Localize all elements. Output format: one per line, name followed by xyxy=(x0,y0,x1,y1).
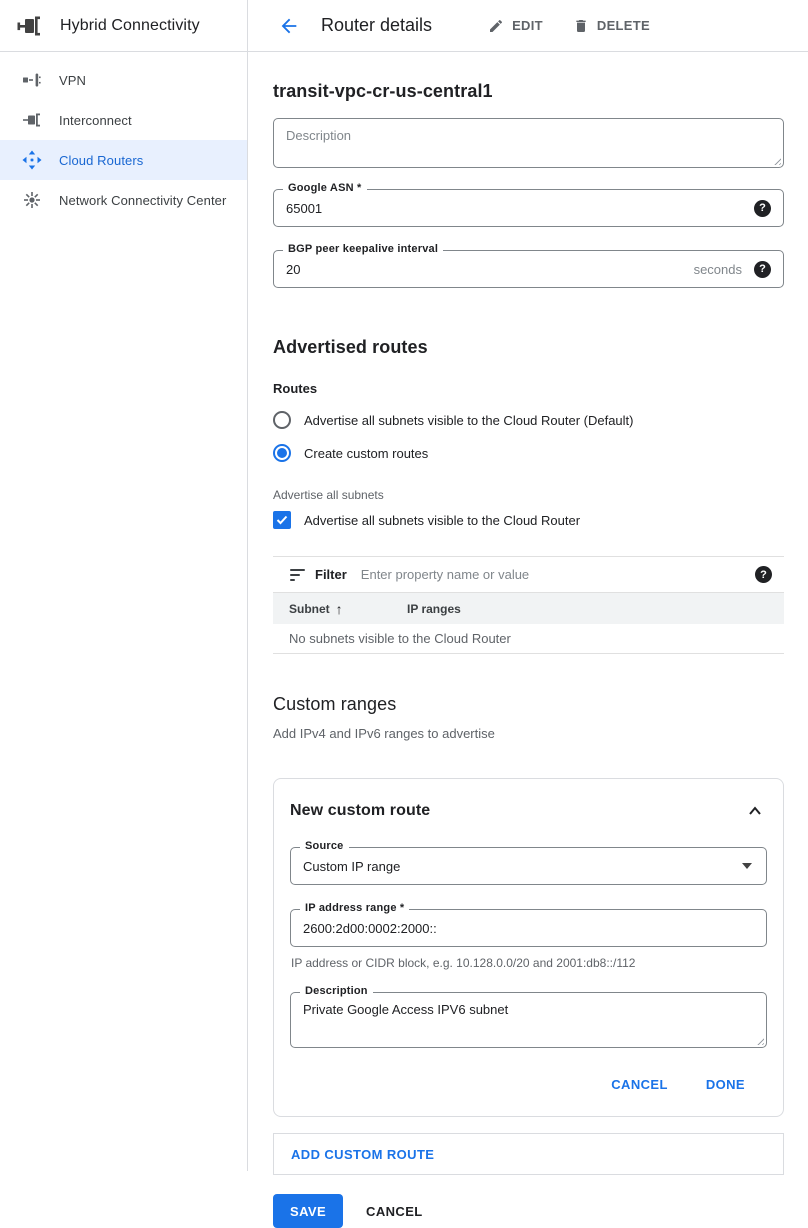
collapse-button[interactable] xyxy=(743,799,767,823)
back-button[interactable] xyxy=(277,14,301,38)
main-area xyxy=(248,0,808,1219)
routes-label: Routes xyxy=(273,381,318,396)
sidebar-item-label: VPN xyxy=(59,72,87,88)
sidebar-item-network-connectivity-center[interactable] xyxy=(0,180,247,220)
radio-create-custom-routes[interactable] xyxy=(273,444,784,462)
checkbox-advertise-all-subnets[interactable] xyxy=(273,511,784,529)
subnet-column-label: Subnet xyxy=(289,601,330,616)
radio-unchecked-icon xyxy=(273,411,291,429)
sidebar-item-label: Cloud Routers xyxy=(59,152,144,168)
column-header-ip-ranges[interactable]: IP ranges xyxy=(407,601,461,616)
router-details-content xyxy=(248,52,808,1228)
sidebar xyxy=(0,0,248,1171)
help-icon[interactable]: ? xyxy=(755,566,772,583)
subnet-table xyxy=(273,556,784,654)
ip-range-helper-text: IP address or CIDR block, e.g. 10.128.0.0/20 and 2001:db8::/112 xyxy=(291,956,636,970)
sidebar-header xyxy=(0,0,247,52)
delete-trash-icon xyxy=(573,18,589,34)
topbar-actions xyxy=(488,18,650,34)
network-connectivity-center-icon xyxy=(22,190,42,210)
delete-button-label: DELETE xyxy=(596,18,650,33)
help-icon[interactable]: ? xyxy=(754,261,771,278)
interconnect-icon xyxy=(22,110,42,130)
google-asn-input[interactable] xyxy=(286,201,754,216)
radio-advertise-all-subnets-default[interactable] xyxy=(273,411,784,429)
column-header-subnet[interactable] xyxy=(289,601,407,617)
sidebar-item-label: Network Connectivity Center xyxy=(59,192,227,208)
edit-button[interactable] xyxy=(488,18,543,34)
advertise-all-subnets-label: Advertise all subnets xyxy=(273,488,384,502)
route-description-label: Description xyxy=(300,985,373,997)
seconds-suffix: seconds xyxy=(693,261,742,277)
source-label: Source xyxy=(300,840,349,852)
sidebar-nav xyxy=(0,52,247,220)
add-custom-route-label: ADD CUSTOM ROUTE xyxy=(291,1146,435,1162)
help-icon[interactable]: ? xyxy=(754,200,771,217)
footer-actions xyxy=(273,1194,784,1228)
chevron-up-icon xyxy=(748,805,762,817)
sort-ascending-icon: ↑ xyxy=(335,600,343,617)
new-custom-route-card xyxy=(273,778,784,1117)
router-description-field xyxy=(273,118,784,168)
custom-ranges-subtitle: Add IPv4 and IPv6 ranges to advertise xyxy=(273,726,495,741)
sidebar-item-label: Interconnect xyxy=(59,112,132,128)
save-button[interactable]: SAVE xyxy=(273,1194,343,1228)
sidebar-item-cloud-routers[interactable] xyxy=(0,140,247,180)
bgp-keepalive-field xyxy=(273,243,784,288)
edit-button-label: EDIT xyxy=(512,18,543,33)
sidebar-item-vpn[interactable] xyxy=(0,60,247,100)
table-empty-message: No subnets visible to the Cloud Router xyxy=(273,624,784,654)
card-header xyxy=(290,799,767,823)
bgp-keepalive-input[interactable] xyxy=(286,262,694,277)
google-asn-label: Google ASN * xyxy=(283,182,367,194)
ip-range-label: IP address range * xyxy=(300,902,409,914)
cloud-routers-icon xyxy=(22,150,42,170)
back-arrow-icon xyxy=(278,15,300,37)
checkbox-checked-icon xyxy=(273,511,291,529)
edit-pencil-icon xyxy=(488,18,504,34)
bgp-keepalive-label: BGP peer keepalive interval xyxy=(283,243,443,255)
dropdown-arrow-icon xyxy=(742,863,752,869)
route-description-field xyxy=(290,985,767,1048)
radio-label: Create custom routes xyxy=(304,445,429,461)
checkbox-label: Advertise all subnets visible to the Cloud Router xyxy=(304,512,581,528)
radio-checked-icon xyxy=(273,444,291,462)
ip-range-input[interactable] xyxy=(303,921,754,936)
card-done-button[interactable]: DONE xyxy=(705,1077,745,1092)
filter-icon xyxy=(290,569,305,581)
custom-ranges-title: Custom ranges xyxy=(273,694,397,714)
source-select[interactable] xyxy=(290,840,767,885)
table-header-row xyxy=(273,593,784,624)
filter-bar xyxy=(273,556,784,593)
route-description-input[interactable] xyxy=(291,993,766,1047)
router-description-input[interactable] xyxy=(274,119,783,167)
page-header-title: Router details xyxy=(321,15,433,35)
ip-range-field xyxy=(290,902,767,947)
card-cancel-button[interactable]: CANCEL xyxy=(611,1077,668,1092)
sidebar-item-interconnect[interactable] xyxy=(0,100,247,140)
product-title: Hybrid Connectivity xyxy=(60,16,200,34)
topbar xyxy=(248,0,808,52)
card-actions xyxy=(290,1077,767,1092)
google-asn-field xyxy=(273,182,784,227)
delete-button[interactable] xyxy=(573,18,650,34)
card-title: New custom route xyxy=(290,802,431,819)
advertised-routes-title: Advertised routes xyxy=(273,337,428,357)
cancel-button[interactable]: CANCEL xyxy=(366,1203,423,1219)
add-custom-route-button[interactable] xyxy=(273,1133,784,1175)
hybrid-connectivity-logo-icon xyxy=(14,11,44,41)
radio-label: Advertise all subnets visible to the Cloud Router (Default) xyxy=(304,412,634,428)
filter-input[interactable] xyxy=(361,567,755,582)
router-name-title: transit-vpc-cr-us-central1 xyxy=(273,81,493,101)
source-selected-value: Custom IP range xyxy=(303,858,401,874)
filter-label: Filter xyxy=(315,567,347,582)
vpn-icon xyxy=(22,70,42,90)
